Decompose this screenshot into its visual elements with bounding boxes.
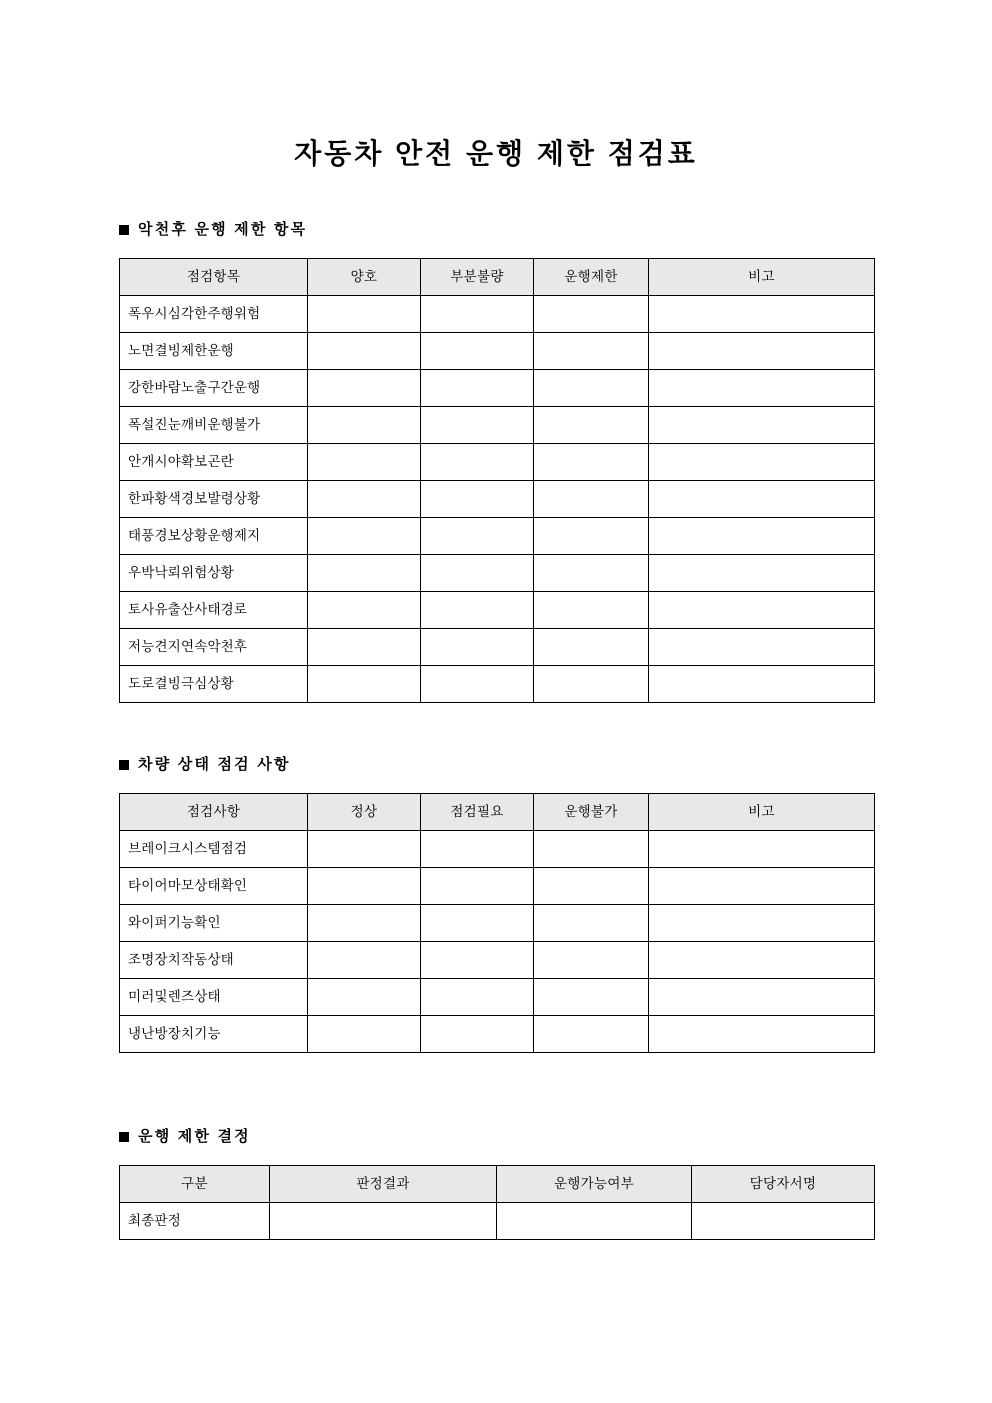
checkbox-cell-good[interactable] <box>308 592 421 629</box>
table-row <box>120 296 875 333</box>
black-square-bullet-icon <box>119 1132 129 1142</box>
checkbox-cell-partial-defect[interactable] <box>421 407 534 444</box>
table-header-row <box>120 794 875 831</box>
checkbox-cell-partial-defect[interactable] <box>421 666 534 703</box>
checkbox-cell-needs-inspection[interactable] <box>421 868 534 905</box>
row-label: 강한바람노출구간운행 <box>120 370 308 407</box>
row-label: 와이퍼기능확인 <box>120 905 308 942</box>
column-header-normal: 정상 <box>308 794 421 831</box>
section-header-vehicle <box>119 755 291 775</box>
checkbox-cell-partial-defect[interactable] <box>421 592 534 629</box>
table-row <box>120 407 875 444</box>
checkbox-cell-good[interactable] <box>308 518 421 555</box>
checkbox-cell-good[interactable] <box>308 555 421 592</box>
row-label: 저능견지연속악천후 <box>120 629 308 666</box>
remarks-cell[interactable] <box>649 370 875 407</box>
column-header-needs-inspection: 점검필요 <box>421 794 534 831</box>
checkbox-cell-needs-inspection[interactable] <box>421 905 534 942</box>
remarks-cell[interactable] <box>649 555 875 592</box>
checkbox-cell-operation-limit[interactable] <box>534 666 649 703</box>
column-header-not-operable: 운행불가 <box>534 794 649 831</box>
signature-cell[interactable] <box>692 1203 875 1240</box>
column-header-operation-limit: 운행제한 <box>534 259 649 296</box>
row-label: 안개시야확보곤란 <box>120 444 308 481</box>
checkbox-cell-normal[interactable] <box>308 979 421 1016</box>
checkbox-cell-partial-defect[interactable] <box>421 481 534 518</box>
column-header-inspection-item: 점검항목 <box>120 259 308 296</box>
row-label: 조명장치작동상태 <box>120 942 308 979</box>
black-square-bullet-icon <box>119 760 129 770</box>
row-label: 냉난방장치기능 <box>120 1016 308 1053</box>
remarks-cell[interactable] <box>649 296 875 333</box>
row-label: 폭우시심각한주행위험 <box>120 296 308 333</box>
row-label: 우박낙뢰위험상황 <box>120 555 308 592</box>
checkbox-cell-normal[interactable] <box>308 905 421 942</box>
checkbox-cell-partial-defect[interactable] <box>421 518 534 555</box>
remarks-cell[interactable] <box>649 666 875 703</box>
checkbox-cell-normal[interactable] <box>308 868 421 905</box>
checkbox-cell-partial-defect[interactable] <box>421 629 534 666</box>
row-label: 최종판정 <box>120 1203 270 1240</box>
checkbox-cell-not-operable[interactable] <box>534 942 649 979</box>
checkbox-cell-good[interactable] <box>308 666 421 703</box>
table-row <box>120 592 875 629</box>
table-row <box>120 370 875 407</box>
row-label: 도로결빙극심상황 <box>120 666 308 703</box>
checkbox-cell-operation-limit[interactable] <box>534 592 649 629</box>
remarks-cell[interactable] <box>649 831 875 868</box>
table-row <box>120 333 875 370</box>
checkbox-cell-partial-defect[interactable] <box>421 555 534 592</box>
row-label: 노면결빙제한운행 <box>120 333 308 370</box>
checkbox-cell-partial-defect[interactable] <box>421 296 534 333</box>
column-header-judgment-result: 판정결과 <box>270 1166 497 1203</box>
row-label: 토사유출산사태경로 <box>120 592 308 629</box>
column-header-officer-signature: 담당자서명 <box>692 1166 875 1203</box>
table-row <box>120 868 875 905</box>
remarks-cell[interactable] <box>649 592 875 629</box>
checkbox-cell-operation-limit[interactable] <box>534 370 649 407</box>
table-row <box>120 831 875 868</box>
remarks-cell[interactable] <box>649 407 875 444</box>
checkbox-cell-operation-limit[interactable] <box>534 629 649 666</box>
column-header-category: 구분 <box>120 1166 270 1203</box>
remarks-cell[interactable] <box>649 1016 875 1053</box>
table-row <box>120 444 875 481</box>
checkbox-cell-normal[interactable] <box>308 1016 421 1053</box>
remarks-cell[interactable] <box>649 942 875 979</box>
table-row <box>120 629 875 666</box>
checkbox-cell-operation-limit[interactable] <box>534 518 649 555</box>
row-label: 브레이크시스템점검 <box>120 831 308 868</box>
remarks-cell[interactable] <box>649 905 875 942</box>
row-label: 폭설진눈깨비운행불가 <box>120 407 308 444</box>
checkbox-cell-partial-defect[interactable] <box>421 444 534 481</box>
table-header-row <box>120 259 875 296</box>
checkbox-cell-good[interactable] <box>308 629 421 666</box>
remarks-cell[interactable] <box>649 518 875 555</box>
checkbox-cell-not-operable[interactable] <box>534 831 649 868</box>
operation-restriction-decision-table <box>119 1165 875 1240</box>
column-header-remarks: 비고 <box>649 794 875 831</box>
checkbox-cell-not-operable[interactable] <box>534 868 649 905</box>
table-row <box>120 555 875 592</box>
column-header-remarks: 비고 <box>649 259 875 296</box>
row-label: 태풍경보상황운행제지 <box>120 518 308 555</box>
table-row <box>120 942 875 979</box>
checkbox-cell-needs-inspection[interactable] <box>421 942 534 979</box>
operable-cell[interactable] <box>497 1203 692 1240</box>
black-square-bullet-icon <box>119 225 129 235</box>
page-title: 자동차 안전 운행 제한 점검표 <box>294 138 698 169</box>
vehicle-condition-table <box>119 793 875 1053</box>
checkbox-cell-needs-inspection[interactable] <box>421 1016 534 1053</box>
remarks-cell[interactable] <box>649 333 875 370</box>
table-row <box>120 905 875 942</box>
checkbox-cell-good[interactable] <box>308 481 421 518</box>
checkbox-cell-good[interactable] <box>308 296 421 333</box>
checkbox-cell-operation-limit[interactable] <box>534 296 649 333</box>
row-label: 타이어마모상태확인 <box>120 868 308 905</box>
checkbox-cell-good[interactable] <box>308 444 421 481</box>
checkbox-cell-operation-limit[interactable] <box>534 481 649 518</box>
checkbox-cell-operation-limit[interactable] <box>534 555 649 592</box>
checkbox-cell-operation-limit[interactable] <box>534 444 649 481</box>
section-header-decision <box>119 1127 251 1147</box>
checkbox-cell-not-operable[interactable] <box>534 905 649 942</box>
checkbox-cell-normal[interactable] <box>308 942 421 979</box>
table-row <box>120 666 875 703</box>
checkbox-cell-not-operable[interactable] <box>534 979 649 1016</box>
remarks-cell[interactable] <box>649 629 875 666</box>
checkbox-cell-not-operable[interactable] <box>534 1016 649 1053</box>
section-header-vehicle-label: 차량 상태 점검 사항 <box>138 756 291 773</box>
checkbox-cell-operation-limit[interactable] <box>534 407 649 444</box>
table-row <box>120 1203 875 1240</box>
row-label: 미러및렌즈상태 <box>120 979 308 1016</box>
table-header-row <box>120 1166 875 1203</box>
weather-restriction-table <box>119 258 875 703</box>
checkbox-cell-needs-inspection[interactable] <box>421 979 534 1016</box>
table-row <box>120 979 875 1016</box>
checkbox-cell-partial-defect[interactable] <box>421 333 534 370</box>
judgment-result-cell[interactable] <box>270 1203 497 1240</box>
remarks-cell[interactable] <box>649 444 875 481</box>
column-header-good: 양호 <box>308 259 421 296</box>
checkbox-cell-normal[interactable] <box>308 831 421 868</box>
column-header-partial-defect: 부분불량 <box>421 259 534 296</box>
remarks-cell[interactable] <box>649 868 875 905</box>
column-header-inspection-matter: 점검사항 <box>120 794 308 831</box>
row-label: 한파황색경보발령상황 <box>120 481 308 518</box>
remarks-cell[interactable] <box>649 979 875 1016</box>
table-row <box>120 1016 875 1053</box>
section-header-decision-label: 운행 제한 결정 <box>138 1128 251 1145</box>
table-row <box>120 481 875 518</box>
checkbox-cell-good[interactable] <box>308 370 421 407</box>
section-header-weather-label: 악천후 운행 제한 항목 <box>138 221 308 238</box>
checkbox-cell-good[interactable] <box>308 333 421 370</box>
checkbox-cell-partial-defect[interactable] <box>421 370 534 407</box>
column-header-operable: 운행가능여부 <box>497 1166 692 1203</box>
checkbox-cell-good[interactable] <box>308 407 421 444</box>
table-row <box>120 518 875 555</box>
checkbox-cell-operation-limit[interactable] <box>534 333 649 370</box>
remarks-cell[interactable] <box>649 481 875 518</box>
section-header-weather <box>119 220 307 240</box>
checkbox-cell-needs-inspection[interactable] <box>421 831 534 868</box>
